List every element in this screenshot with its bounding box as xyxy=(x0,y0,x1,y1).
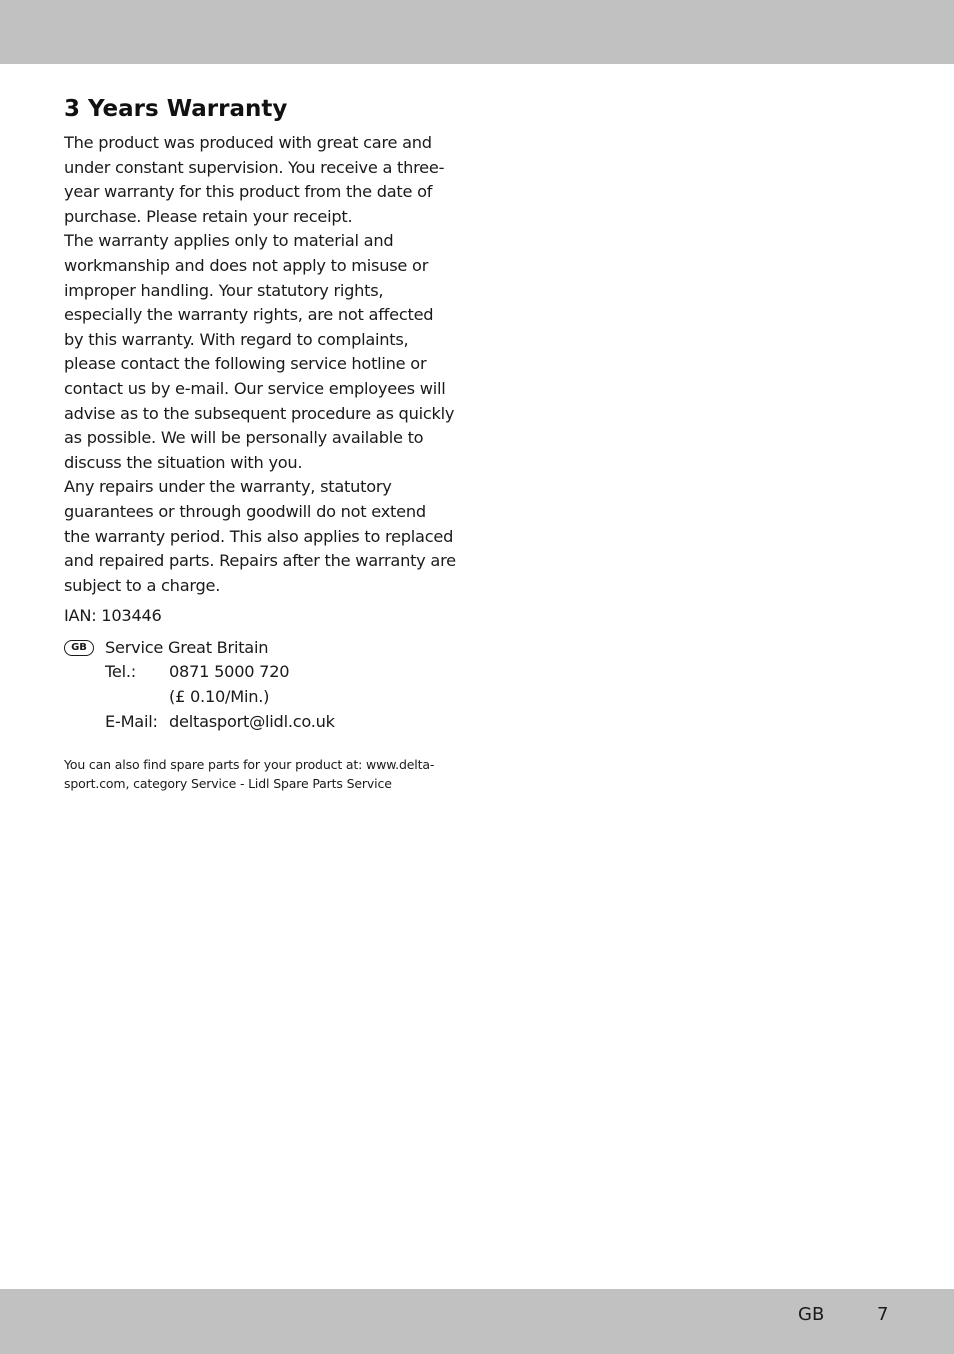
page-title: 3 Years Warranty xyxy=(64,96,288,122)
service-rate-row xyxy=(105,685,456,710)
spare-parts-note: You can also find spare parts for your product at: www.delta-sport.com, category Service - Lidl Spare Parts Service xyxy=(64,757,435,792)
warranty-section xyxy=(64,93,456,806)
email-label: E-Mail: xyxy=(105,711,158,731)
service-email-row xyxy=(105,710,456,735)
page-number: 7 xyxy=(877,1304,889,1325)
tel-value: 0871 5000 720 xyxy=(169,662,290,682)
service-tel-row xyxy=(105,660,456,685)
warranty-paragraph-2: The warranty applies only to material and workmanship and does not apply to misuse or improper handling. Your statutory rights, especially the warranty rights, are not affected by this warranty. With regard to complaints, please contact the following service hotline or contact us by e-mail. Our service employees will advise as to the subsequent procedure as quickly as possible. We will be personally available to discuss the situation with you. xyxy=(64,231,455,472)
footer-language: GB xyxy=(798,1304,825,1325)
header-bar xyxy=(0,0,954,64)
service-title: Service Great Britain xyxy=(105,637,269,657)
tel-rate: (£ 0.10/Min.) xyxy=(169,687,270,707)
tel-label: Tel.: xyxy=(105,662,136,682)
warranty-paragraph-3: Any repairs under the warranty, statutory guarantees or through goodwill do not extend the warranty period. This also applies to replaced and repaired parts. Repairs after the warranty are subject to a charge. xyxy=(64,477,456,595)
ian-number: IAN: 103446 xyxy=(64,606,162,626)
service-contact-block xyxy=(64,636,456,734)
warranty-paragraph-1: The product was produced with great care and under constant supervision. You receive a three-year warranty for this product from the date of purchase. Please retain your receipt. xyxy=(64,133,445,226)
gb-country-icon: GB xyxy=(64,640,94,656)
email-link[interactable]: deltasport@lidl.co.uk xyxy=(169,711,335,731)
